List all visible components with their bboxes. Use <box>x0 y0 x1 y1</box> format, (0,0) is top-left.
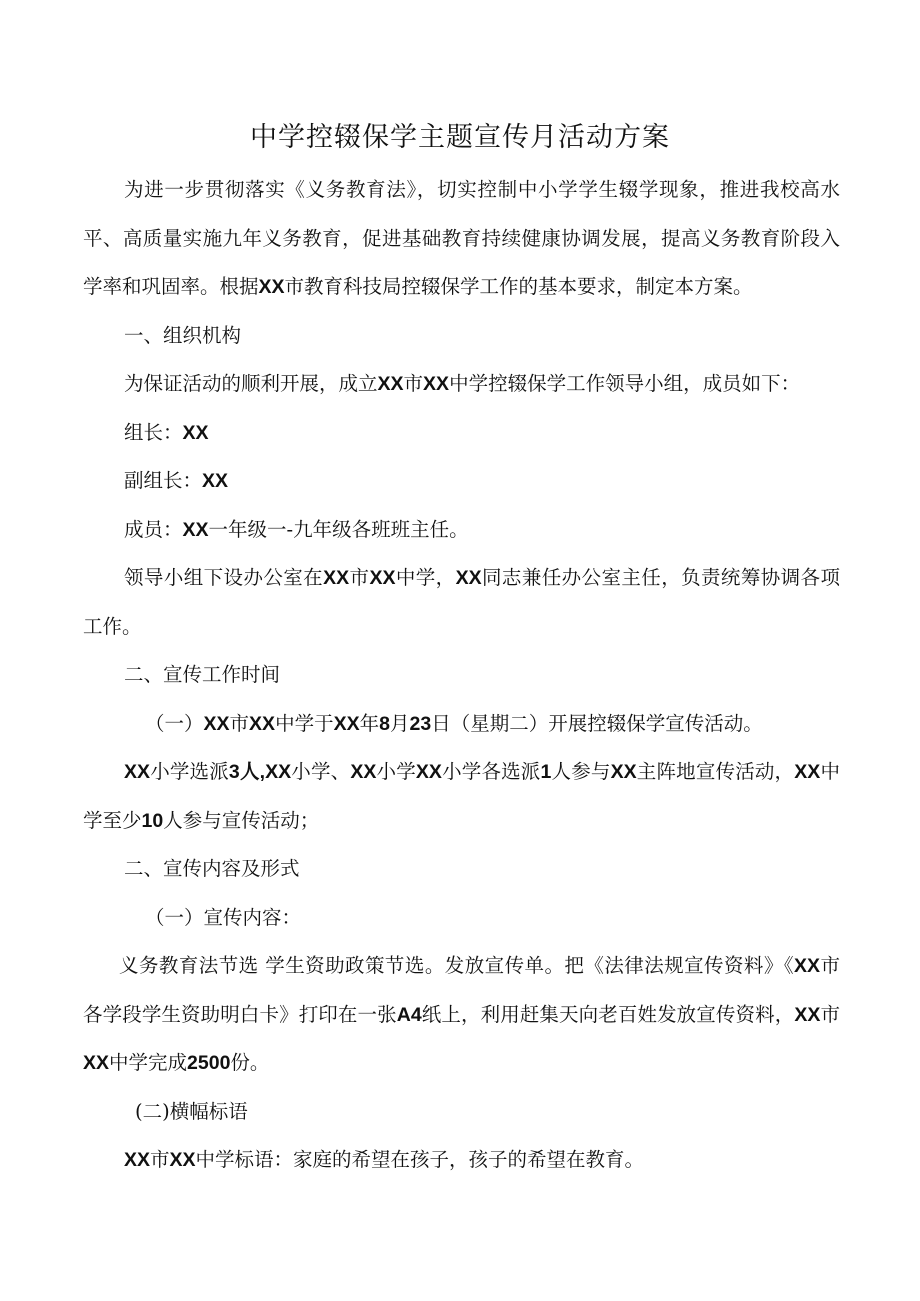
leader-line: 组长：XX <box>124 420 209 444</box>
section-heading-content: 二、宣传内容及形式 <box>124 857 300 880</box>
deputy-leader-line: 副组长：XX <box>124 469 229 492</box>
members-line: 成员：XX一年级一-九年级各班班主任。 <box>124 517 469 541</box>
participants-paragraph: XX小学选派3人,XX小学、XX小学XX小学各选派1人参与XX主阵地宣传活动，XX中学至少10人参与宣传活动； <box>83 760 840 832</box>
content-paragraph: 义务教育法节选 学生资助政策节选。发放宣传单。把《法律法规宣传资料》《XX市各学段学生资助明白卡》打印在一张A4纸上，利用赶集天向老百姓发放宣传资料，XX市XX中学完成2500份。 <box>83 954 840 1074</box>
intro-paragraph: 为进一步贯彻落实《义务教育法》，切实控制中小学学生辍学现象，推进我校高水平、高质量实施九年义务教育，促进基础教育持续健康协调发展，提高义务教育阶段入学率和巩固率。根据XX市教育科技局控辍保学工作的基本要求，制定本方案。 <box>83 178 840 298</box>
office-paragraph: 领导小组下设办公室在XX市XX中学，XX同志兼任办公室主任，负责统筹协调各项工作。 <box>83 566 840 638</box>
subheading-banner: (二)横幅标语 <box>135 1099 248 1123</box>
activity-date-paragraph: （一）XX市XX中学于XX年8月23日（星期二）开展控辍保学宣传活动。 <box>145 711 763 735</box>
document-body <box>83 166 840 1185</box>
subheading-content: （一）宣传内容： <box>145 905 302 929</box>
section-heading-time: 二、宣传工作时间 <box>124 663 281 686</box>
organization-paragraph: 为保证活动的顺利开展，成立XX市XX中学控辍保学工作领导小组，成员如下： <box>124 372 801 395</box>
document-title: 中学控辍保学主题宣传月活动方案 <box>250 122 670 153</box>
section-heading-organization: 一、组织机构 <box>124 323 242 347</box>
banner-slogan: XX市XX中学标语：家庭的希望在孩子，孩子的希望在教育。 <box>124 1148 645 1171</box>
